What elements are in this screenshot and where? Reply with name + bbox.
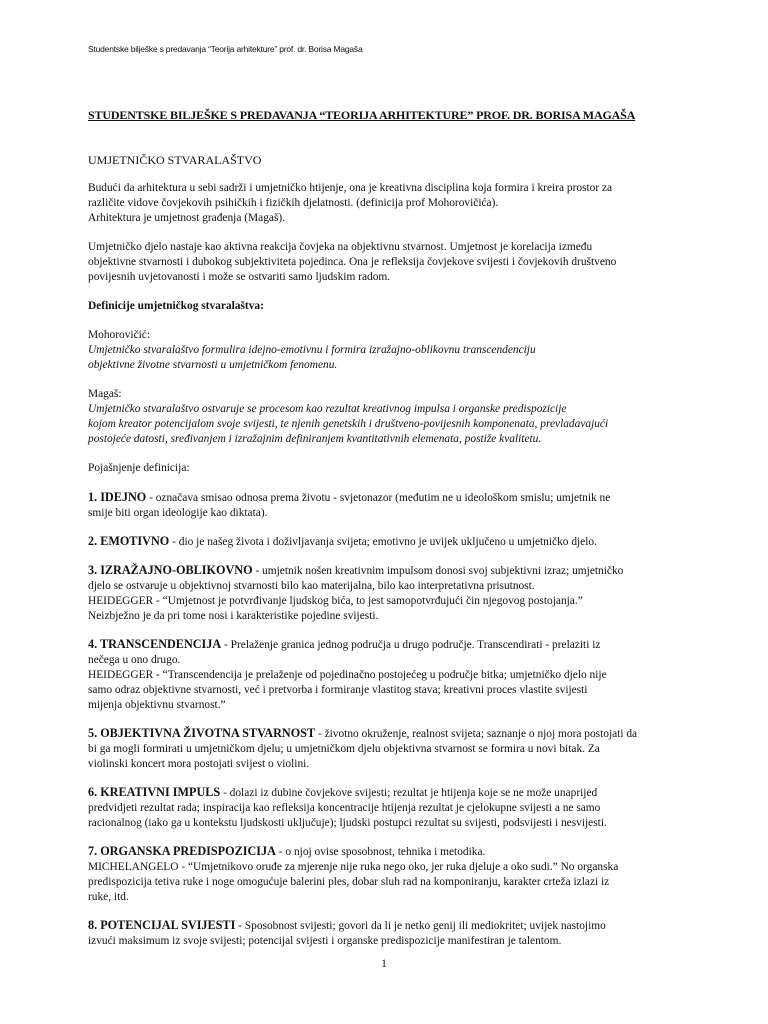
definition-text: kojom kreator potencijalom svoje svijesti, te njenih genetskih i društveno-povijesnih komponenata, prevladavajući [88, 418, 609, 430]
definitions-heading: Definicije umjetničkog stvaralaštva: [88, 300, 264, 312]
term-line [88, 490, 684, 506]
term-heading: 3. IZRAŽAJNO-OBLIKOVNO [88, 563, 253, 577]
term-text: - o njoj ovise sposobnost, tehnika i metodika. [275, 846, 486, 858]
term-text: - Sposobnost svijesti; govori da li je netko genij ili mediokritet; uvijek nastojimo [235, 920, 606, 932]
term-potencijal-svijesti [88, 918, 684, 949]
term-objektivna-zivotna-stvarnost [88, 726, 684, 772]
term-line: djelo se ostvaruje u objektivnoj stvarnosti bilo kao materijalna, bilo kao interpretativna prisutnost. [88, 580, 535, 592]
term-line: smije biti organ ideologije kao diktata). [88, 507, 268, 519]
term-line [88, 918, 684, 934]
page-number: 1 [381, 958, 387, 970]
term-emotivno [88, 534, 684, 550]
definition-line [88, 328, 684, 358]
term-heading: 4. TRANSCENDENCIJA [88, 637, 222, 651]
term-organska-predispozicija [88, 844, 684, 905]
term-transcendencija [88, 637, 684, 713]
paragraph-line: objektivne stvarnosti i dubokog subjektiviteta pojedinca. Ona je refleksija čovjekove svijesti i čovjekovih društveno [88, 256, 617, 268]
section-heading: UMJETNIČKO STVARALAŠTVO [88, 153, 262, 167]
term-line: predispozicija tetiva ruke i noge omogućuje balerini ples, dobar sluh rad na komponiranju, karakter crteža izlazi iz [88, 876, 610, 888]
term-text: - dolazi iz dubine čovjekove svijesti; rezultat je htijenja koje se ne može unaprijed [220, 787, 598, 799]
paragraph-line: različite vidove čovjekovih psihičkih i fizičkih djelatnosti. (definicija prof Mohorovičića). [88, 197, 499, 209]
term-line: mijenja objektivnu stvarnost.” [88, 699, 226, 711]
term-text: - životno okruženje, realnost svijeta; saznanje o njoj mora postojati da [315, 728, 638, 740]
term-text: - Prelaženje granica jednog područja u drugo područje. Transcendirati - prelaziti iz [221, 639, 601, 651]
term-line: HEIDEGGER - “Umjetnost je potvrđivanje ljudskog bića, to jest samopotvrđujući čin njegovog postojanja.” [88, 595, 583, 607]
term-heading: 7. ORGANSKA PREDISPOZICIJA [88, 844, 276, 858]
paragraph-line: Budući da arhitektura u sebi sadrži i umjetničko htijenje, ona je kreativna disciplina koja formira i kreira prostor za [88, 182, 613, 194]
definition-author: Magaš: [88, 388, 122, 400]
term-line: racionalnog (iako ga u kontekstu ljudskosti uključuje); ljudski postupci rezultat su svijesti, podsvijesti i nesvijesti. [88, 817, 607, 829]
term-line [88, 844, 684, 860]
term-line: HEIDEGGER - “Transcendencija je prelaženje od pojedinačno postojećeg u područje bitka; umjetničko djelo nije [88, 669, 607, 681]
running-header: Studentske bilješke s predavanja “Teorija arhitekture” prof. dr. Borisa Magaša [88, 44, 363, 54]
term-line: violinski koncert mora postojati svijest o violini. [88, 758, 310, 770]
term-heading: 1. IDEJNO [88, 490, 147, 504]
document-body [88, 108, 684, 962]
paragraph-art-work [88, 240, 684, 285]
term-line: ruke, itd. [88, 891, 129, 903]
term-line: nečega u ono drugo. [88, 654, 181, 666]
definition-line [88, 387, 684, 417]
paragraph-line: Umjetničko djelo nastaje kao aktivna reakcija čovjeka na objektivnu stvarnost. Umjetnost je korelacija između [88, 241, 593, 253]
term-heading: 8. POTENCIJAL SVIJESTI [88, 918, 236, 932]
definition-author: Mohorovičić: [88, 329, 151, 341]
term-line [88, 637, 684, 653]
term-heading: 2. EMOTIVNO [88, 534, 170, 548]
definition-text: Umjetničko stvaralaštvo formulira idejno-emotivnu i formira izražajno-oblikovnu transcendenciju [88, 344, 536, 356]
definition-text: objektivne životne stvarnosti u umjetničkom fenomenu. [88, 359, 338, 371]
term-izrazajno-oblikovno [88, 563, 684, 624]
term-line: bi ga mogli formirati u umjetničkom djelu; u umjetničkom djelu objektivna stvarnost se formira u novi bitak. Za [88, 743, 600, 755]
term-line [88, 534, 684, 550]
term-line [88, 563, 684, 579]
term-line: MICHELANGELO - “Umjetnikovo oruđe za mjerenje nije ruka nego oko, jer ruka djeluje a oko sudi.” No organska [88, 861, 619, 873]
term-line [88, 726, 684, 742]
term-heading: 6. KREATIVNI IMPULS [88, 785, 221, 799]
term-line: samo odraz objektivne stvarnosti, već i pretvorba i formiranje vlastitog stava; kreativni proces vlastite svijesti [88, 684, 588, 696]
definition-text: Umjetničko stvaralaštvo ostvaruje se procesom kao rezultat kreativnog impulsa i organske predispozicije [88, 403, 567, 415]
definition-text: postojeće datosti, sređivanjem i izražajnim definiranjem kvantitativnih elemenata, postiže kvalitetu. [88, 433, 542, 445]
paragraph-line: Arhitektura je umjetnost građenja (Magaš). [88, 212, 286, 224]
term-line: predvidjeti rezultat rada; inspiracija kao refleksija koncentracije htijenja rezultat je cjelokupne svijesti a ne samo [88, 802, 601, 814]
paragraph-architecture-definition [88, 181, 684, 226]
document-title: STUDENTSKE BILJEŠKE S PREDAVANJA “TEORIJA ARHITEKTURE” PROF. DR. BORISA MAGAŠA [88, 108, 636, 122]
term-idejno [88, 490, 684, 521]
term-text: - označava smisao odnosa prema životu - svjetonazor (međutim ne u ideološkom smislu; umjetnik ne [146, 492, 611, 504]
term-line: izvući maksimum iz svoje svijesti; potencijal svijesti i organske predispozicije manifestiran je talentom. [88, 935, 562, 947]
term-kreativni-impuls [88, 785, 684, 831]
term-line: Neizbježno je da pri tome nosi i karakteristike pojedine svijesti. [88, 610, 379, 622]
definition-mohorovicic [88, 328, 684, 373]
definition-magas [88, 387, 684, 447]
term-line [88, 785, 684, 801]
paragraph-line: povijesnih uvjetovanosti i može se ostvariti samo ljudskim radom. [88, 271, 391, 283]
explanation-intro: Pojašnjenje definicija: [88, 462, 190, 474]
term-text: - umjetnik nošen kreativnim impulsom donosi svoj subjektivni izraz; umjetničko [252, 565, 624, 577]
term-text: - dio je našeg života i doživljavanja svijeta; emotivno je uvijek uključeno u umjetničko djelo. [169, 536, 597, 548]
term-heading: 5. OBJEKTIVNA ŽIVOTNA STVARNOST [88, 726, 316, 740]
